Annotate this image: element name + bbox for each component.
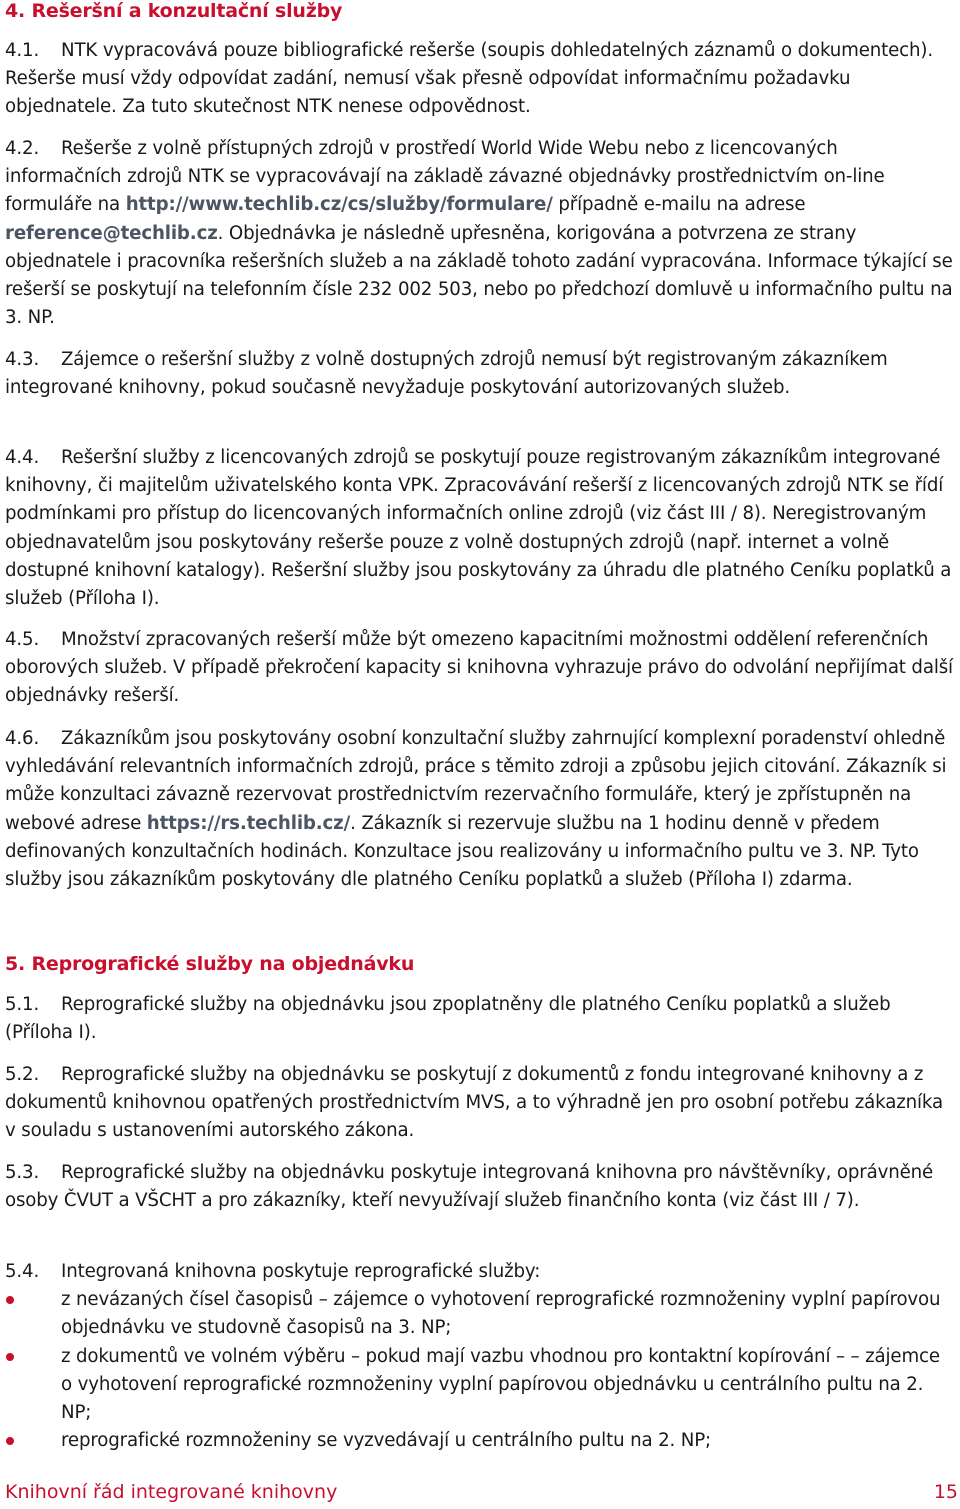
page-number: 15: [933, 1481, 958, 1503]
bullet-icon: [6, 1296, 14, 1304]
list-item: z dokumentů ve volném výběru – pokud mají vazbu vhodnou pro kontaktní kopírování – – zájemce o vyhotovení reprografické rozmnoženiny vyplní papírovou objednávku u centrálního pultu na 2. NP;: [5, 1343, 955, 1428]
bullet-icon: [6, 1353, 14, 1361]
paragraph-number: 4.4.: [5, 447, 40, 468]
list-item: z nevázaných čísel časopisů – zájemce o vyhotovení reprografické rozmnoženiny vyplní papírovou objednávku ve studovně časopisů na 3. NP;: [5, 1286, 955, 1342]
paragraph-text: Integrovaná knihovna poskytuje reprografické služby:: [61, 1261, 541, 1282]
paragraph-number: 5.4.: [5, 1261, 40, 1282]
paragraph-4-3: [5, 346, 955, 402]
paragraph-5-1: [5, 991, 955, 1047]
paragraph-text: Reprografické služby na objednávku poskytuje integrovaná knihovna pro návštěvníky, oprávněné osoby ČVUT a VŠCHT a pro zákazníky, kteří nevyužívají služeb finančního konta (viz část III / 7).: [5, 1162, 934, 1212]
order-form-link[interactable]: http://www.techlib.cz/cs/služby/formulare/: [125, 194, 553, 216]
bullet-list: [5, 1286, 955, 1455]
paragraph-number: 5.2.: [5, 1064, 40, 1085]
paragraph-5-4: [5, 1258, 955, 1455]
paragraph-text: Zákazníkům jsou poskytovány osobní konzultační služby zahrnující komplexní poradenství ohledně vyhledávání relevantních informačních zdrojů, práce s těmito zdroji a způsobu jejich citování. Zákazník si může konzultaci závazně rezervovat prostřednictvím rezervačního formuláře, který je zpřístupněn na webové adrese: [5, 728, 947, 834]
paragraph-text: Množství zpracovaných rešerší může být omezeno kapacitními možnostmi oddělení referenčních oborových služeb. V případě překročení kapacity si knihovna vyhrazuje právo do odvolání nepřijímat další objednávky rešerší.: [5, 629, 953, 707]
section-4-heading: 4. Rešeršní a konzultační služby: [5, 0, 343, 22]
paragraph-number: 5.1.: [5, 994, 40, 1015]
footer-title: Knihovní řád integrované knihovny: [5, 1481, 338, 1503]
paragraph-text: Reprografické služby na objednávku se poskytují z dokumentů z fondu integrované knihovny a z dokumentů knihovnou opatřených prostřednictvím MVS, a to výhradně jen pro osobní potřebu zákazníka v souladu s ustanoveními autorského zákona.: [5, 1064, 943, 1142]
paragraph-5-3: [5, 1159, 955, 1215]
paragraph-text: NTK vypracovává pouze bibliografické rešerše (soupis dohledatelných záznamů o dokumentech). Rešerše musí vždy odpovídat zadání, nemusí však přesně odpovídat informačnímu požadavku objednatele. Za tuto skutečnost NTK nenese odpovědnost.: [5, 40, 933, 118]
reference-email-link[interactable]: reference@techlib.cz: [5, 222, 218, 244]
paragraph-5-2: [5, 1061, 955, 1146]
paragraph-4-5: [5, 626, 955, 711]
paragraph-4-4: [5, 444, 955, 613]
paragraph-text: Rešeršní služby z licencovaných zdrojů se poskytují pouze registrovaným zákazníkům integrované knihovny, či majitelům uživatelského konta VPK. Zpracovávání rešerší z licencovaných zdrojů NTK se řídí podmínkami pro přístup do licencovaných informačních online zdrojů (viz část III / 8). Neregistrovaným objednavatelům jsou poskytovány rešerše pouze z volně dostupných zdrojů (např. internet a volně dostupné knihovní katalogy). Rešeršní služby jsou poskytovány za úhradu dle platného Ceníku poplatků a služeb (Příloha I).: [5, 447, 952, 610]
paragraph-text: . Objednávka je následně upřesněna, korigována a potvrzena ze strany objednatele i pracovníka rešeršních služeb a na základě tohoto zadání vypracována. Informace týkající se rešerší se poskytují na telefonním čísle 232 002 503, nebo po předchozí domluvě u informačního pultu na 3. NP.: [5, 222, 953, 329]
section-5-heading: 5. Reprografické služby na objednávku: [5, 953, 415, 975]
page-footer: [5, 1480, 958, 1504]
paragraph-number: 4.1.: [5, 40, 40, 61]
paragraph-number: 5.3.: [5, 1162, 40, 1183]
paragraph-text: Reprografické služby na objednávku jsou zpoplatněny dle platného Ceníku poplatků a služeb (Příloha I).: [5, 994, 891, 1044]
paragraph-number: 4.2.: [5, 138, 40, 159]
paragraph-4-2: [5, 135, 955, 332]
paragraph-text: Rešerše z volně přístupných zdrojů v prostředí World Wide Webu nebo z licencovaných informačních zdrojů NTK se vypracovávají na základě závazné objednávky prostřednictvím on-line formuláře na: [5, 138, 885, 216]
paragraph-text: případně e-mailu na adrese: [552, 194, 806, 216]
paragraph-4-6: [5, 725, 955, 894]
paragraph-4-1: [5, 37, 955, 122]
reservation-form-link[interactable]: https://rs.techlib.cz/: [146, 812, 351, 834]
paragraph-number: 4.6.: [5, 728, 40, 749]
paragraph-number: 4.5.: [5, 629, 40, 650]
paragraph-number: 4.3.: [5, 349, 40, 370]
list-item: reprografické rozmnoženiny se vyzvedávají u centrálního pultu na 2. NP;: [5, 1427, 955, 1455]
paragraph-text: . Zákazník si rezervuje službu na 1 hodinu denně v předem definovaných konzultačních hodinách. Konzultace jsou realizovány u informačního pultu ve 3. NP. Tyto služby jsou zákazníkům poskytovány dle platného Ceníku poplatků a služeb (Příloha I) zdarma.: [5, 812, 919, 891]
bullet-icon: [6, 1437, 14, 1445]
paragraph-text: Zájemce o rešeršní služby z volně dostupných zdrojů nemusí být registrovaným zákazníkem integrované knihovny, pokud současně nevyžaduje poskytování autorizovaných služeb.: [5, 349, 888, 399]
